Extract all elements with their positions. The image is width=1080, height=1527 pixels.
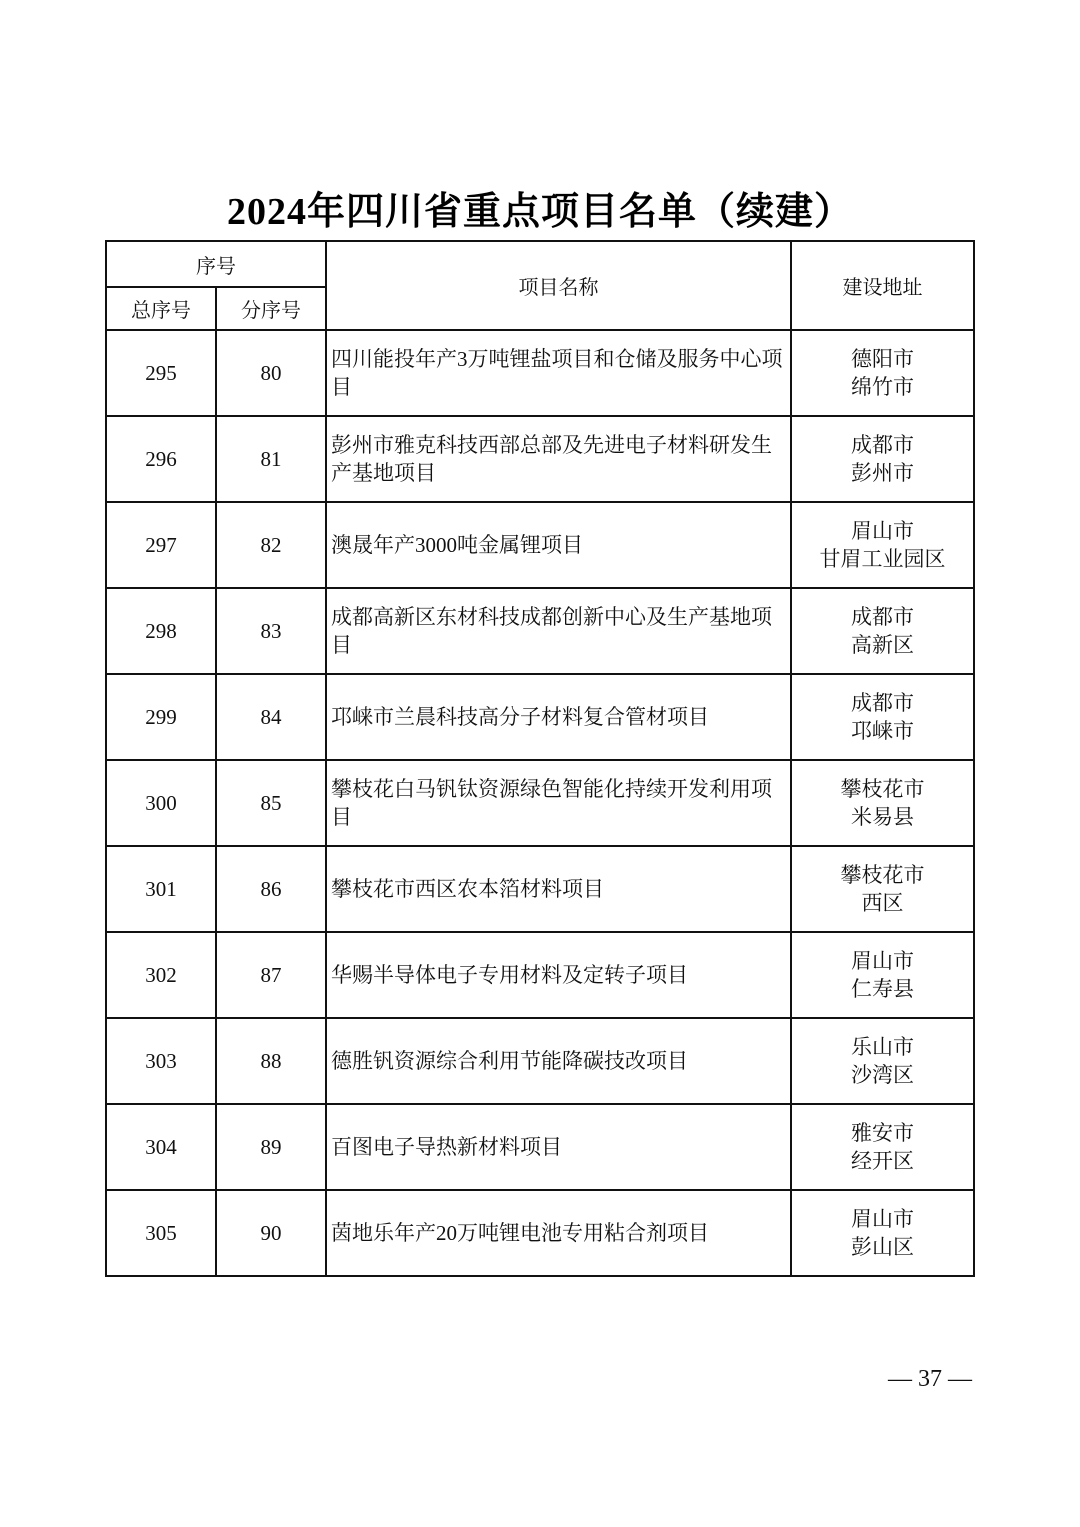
location-cell [791,846,974,932]
location-city: 德阳市 [851,347,914,371]
location-cell [791,760,974,846]
table-row [106,846,974,932]
project-name-cell: 成都高新区东材科技成都创新中心及生产基地项目 [326,588,791,674]
location-district: 仁寿县 [851,977,914,1001]
table-row [106,502,974,588]
header-total-no: 总序号 [106,287,216,330]
project-name-cell: 攀枝花白马钒钛资源绿色智能化持续开发利用项目 [326,760,791,846]
total-no-cell: 295 [106,330,216,416]
document-title: 2024年四川省重点项目名单（续建） [226,191,853,233]
total-no-cell: 301 [106,846,216,932]
total-no-cell: 304 [106,1104,216,1190]
total-no-cell: 305 [106,1190,216,1276]
location-city: 雅安市 [851,1121,914,1145]
table-row [106,1018,974,1104]
table-row [106,588,974,674]
project-name-cell: 华赐半导体电子专用材料及定转子项目 [326,932,791,1018]
header-location: 建设地址 [791,241,974,330]
location-city: 成都市 [851,605,914,629]
location-district: 沙湾区 [851,1063,914,1087]
location-cell [791,1190,974,1276]
project-table [105,240,975,1277]
total-no-cell: 299 [106,674,216,760]
location-cell [791,1104,974,1190]
location-cell [791,416,974,502]
page-number: — 37 — [888,1366,972,1392]
total-no-cell: 303 [106,1018,216,1104]
project-name-cell: 澳晟年产3000吨金属锂项目 [326,502,791,588]
header-project-name: 项目名称 [326,241,791,330]
location-cell [791,330,974,416]
location-cell [791,674,974,760]
location-cell [791,932,974,1018]
table-row [106,416,974,502]
project-name-cell: 德胜钒资源综合利用节能降碳技改项目 [326,1018,791,1104]
sub-no-cell: 85 [216,760,326,846]
header-sub-no: 分序号 [216,287,326,330]
table-row [106,330,974,416]
total-no-cell: 300 [106,760,216,846]
location-district: 米易县 [851,805,914,829]
sub-no-cell: 89 [216,1104,326,1190]
location-district: 绵竹市 [851,375,914,399]
location-city: 乐山市 [851,1035,914,1059]
sub-no-cell: 83 [216,588,326,674]
location-cell [791,588,974,674]
location-city: 眉山市 [851,519,914,543]
total-no-cell: 302 [106,932,216,1018]
project-name-cell: 彭州市雅克科技西部总部及先进电子材料研发生产基地项目 [326,416,791,502]
location-cell [791,502,974,588]
table-row [106,760,974,846]
sub-no-cell: 87 [216,932,326,1018]
sub-no-cell: 81 [216,416,326,502]
project-name-cell: 茵地乐年产20万吨锂电池专用粘合剂项目 [326,1190,791,1276]
total-no-cell: 297 [106,502,216,588]
location-city: 成都市 [851,691,914,715]
total-no-cell: 296 [106,416,216,502]
total-no-cell: 298 [106,588,216,674]
sub-no-cell: 86 [216,846,326,932]
location-district: 邛崃市 [851,719,914,743]
table-row [106,674,974,760]
project-name-cell: 百图电子导热新材料项目 [326,1104,791,1190]
location-district: 甘眉工业园区 [819,547,946,571]
header-serial-group: 序号 [106,241,326,287]
location-city: 攀枝花市 [840,863,925,887]
table-row [106,932,974,1018]
table-row [106,1190,974,1276]
project-name-cell: 攀枝花市西区农本箔材料项目 [326,846,791,932]
sub-no-cell: 80 [216,330,326,416]
location-district: 西区 [861,891,904,915]
sub-no-cell: 90 [216,1190,326,1276]
location-district: 高新区 [851,633,914,657]
location-district: 彭山区 [851,1235,914,1259]
location-cell [791,1018,974,1104]
location-city: 攀枝花市 [840,777,925,801]
location-city: 眉山市 [851,949,914,973]
sub-no-cell: 88 [216,1018,326,1104]
location-city: 成都市 [851,433,914,457]
sub-no-cell: 84 [216,674,326,760]
location-district: 彭州市 [851,461,914,485]
location-district: 经开区 [851,1149,914,1173]
location-city: 眉山市 [851,1207,914,1231]
sub-no-cell: 82 [216,502,326,588]
project-name-cell: 邛崃市兰晨科技高分子材料复合管材项目 [326,674,791,760]
table-row [106,1104,974,1190]
project-name-cell: 四川能投年产3万吨锂盐项目和仓储及服务中心项目 [326,330,791,416]
